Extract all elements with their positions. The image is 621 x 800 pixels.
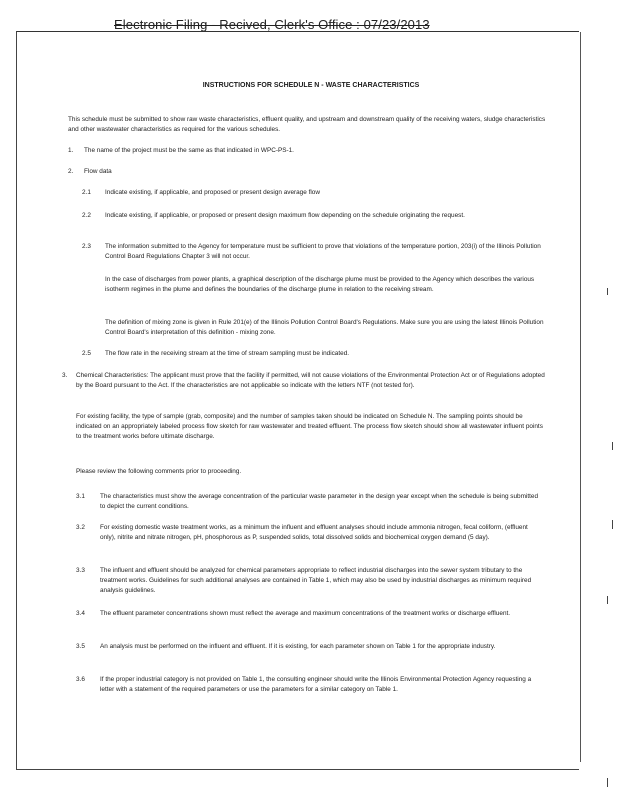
item-paragraph: For existing facility, the type of sample (grab, composite) and the number of samples taken should be indicated on Schedule N. The sampling points should be indicated on an appropriately labeled process flow sketch for raw wastewater and treated effluent. The process flow sketch should show all wastewater influent points to the treatment works before ultimate discharge.	[76, 413, 543, 440]
intro-paragraph: This schedule must be submitted to show raw waste characteristics, effluent quality, and upstream and downstream quality of the receiving waters, sludge characteristics and other wastewater characteristics as required for the various schedules.	[68, 116, 546, 133]
item-text: Chemical Characteristics: The applicant must prove that the facility if permitted, will not cause violations of the Environmental Protection Act or of Regulations adopted by the Board pursuant to the Act. If the characteristics are not applicable so indicate with the letters NTF (not tested for).	[76, 372, 545, 389]
item-text: Flow data	[84, 168, 112, 175]
item-number: 1.	[68, 147, 74, 154]
item-text: An analysis must be performed on the influent and effluent. If it is existing, for each parameter shown on Table 1 for the appropriate industry.	[100, 643, 496, 650]
item-text: If the proper industrial category is not provided on Table 1, the consulting engineer should write the Illinois Environmental Protection Agency requesting a letter with a statement of the required parameters or use the parameters for a similar category on Table 1.	[100, 676, 532, 693]
item-text: The influent and effluent should be analyzed for chemical parameters appropriate to reflect industrial discharges into the sewer system tributary to the treatment works. Guidelines for such additional analyses are contained in Table 1, which may also be used by industrial discharges as minimum required analysis guidelines.	[100, 567, 532, 594]
item-text: Indicate existing, if applicable, and proposed or present design average flow	[105, 189, 320, 196]
item-number: 3.6	[76, 676, 85, 683]
item-text: The characteristics must show the average concentration of the particular waste parameter in the design year except when the schedule is being submitted to depict the current conditions.	[100, 493, 538, 510]
item-paragraph: Please review the following comments prior to proceeding.	[76, 468, 242, 475]
document-page	[16, 31, 579, 770]
item-text: For existing domestic waste treatment works, as a minimum the influent and effluent analyses should include ammonia nitrogen, fecal coliform, (effluent only), nitrite and nitrate nitrogen, pH, phosphorous as P, suspended solids, total dissolved solids and biochemical oxygen demand (5 day).	[100, 524, 528, 541]
item-text: The name of the project must be the same as that indicated in WPC-PS-1.	[84, 147, 294, 154]
item-number: 3.2	[76, 524, 85, 531]
page-title: INSTRUCTIONS FOR SCHEDULE N - WASTE CHARACTERISTICS	[202, 82, 420, 89]
item-number: 3.5	[76, 643, 85, 650]
item-number: 2.5	[82, 350, 91, 357]
scan-mark	[612, 442, 613, 450]
scan-mark	[607, 596, 608, 604]
item-number: 3.4	[76, 610, 85, 617]
item-number: 3.3	[76, 567, 85, 574]
scan-mark	[612, 520, 613, 529]
filing-stamp: Electronic Filing - Recived, Clerk's Office : 07/23/2013	[114, 17, 430, 32]
page-right-edge	[580, 32, 581, 762]
item-number: 2.3	[82, 243, 91, 250]
item-number: 2.2	[82, 212, 91, 219]
scan-mark	[607, 778, 608, 787]
item-text: The information submitted to the Agency for temperature must be sufficient to prove that violations of the temperature portion, 203(i) of the Illinois Pollution Control Board Regulations Chapter 3 will not occur.	[105, 243, 541, 260]
item-text: The effluent parameter concentrations shown must reflect the average and maximum concentrations of the treatment works or discharge effluent.	[100, 610, 511, 617]
item-number: 3.	[62, 372, 68, 379]
item-text: The flow rate in the receiving stream at the time of stream sampling must be indicated.	[105, 350, 350, 357]
scan-mark	[607, 288, 608, 295]
item-paragraph: In the case of discharges from power plants, a graphical description of the discharge plume must be provided to the Agency which describes the various isotherm regimes in the plume and defines the boundaries of the discharge plume in relation to the receiving stream.	[105, 276, 535, 293]
item-text: Indicate existing, if applicable, or proposed or present design maximum flow depending on the schedule originating the request.	[105, 212, 465, 219]
item-number: 2.	[68, 168, 74, 175]
item-paragraph: The definition of mixing zone is given in Rule 201(e) of the Illinois Pollution Control Board's Regulations. Make sure you are using the latest Illinois Pollution Control Board's interpretation of this definition - mixing zone.	[105, 319, 544, 336]
item-number: 3.1	[76, 493, 85, 500]
item-number: 2.1	[82, 189, 91, 196]
